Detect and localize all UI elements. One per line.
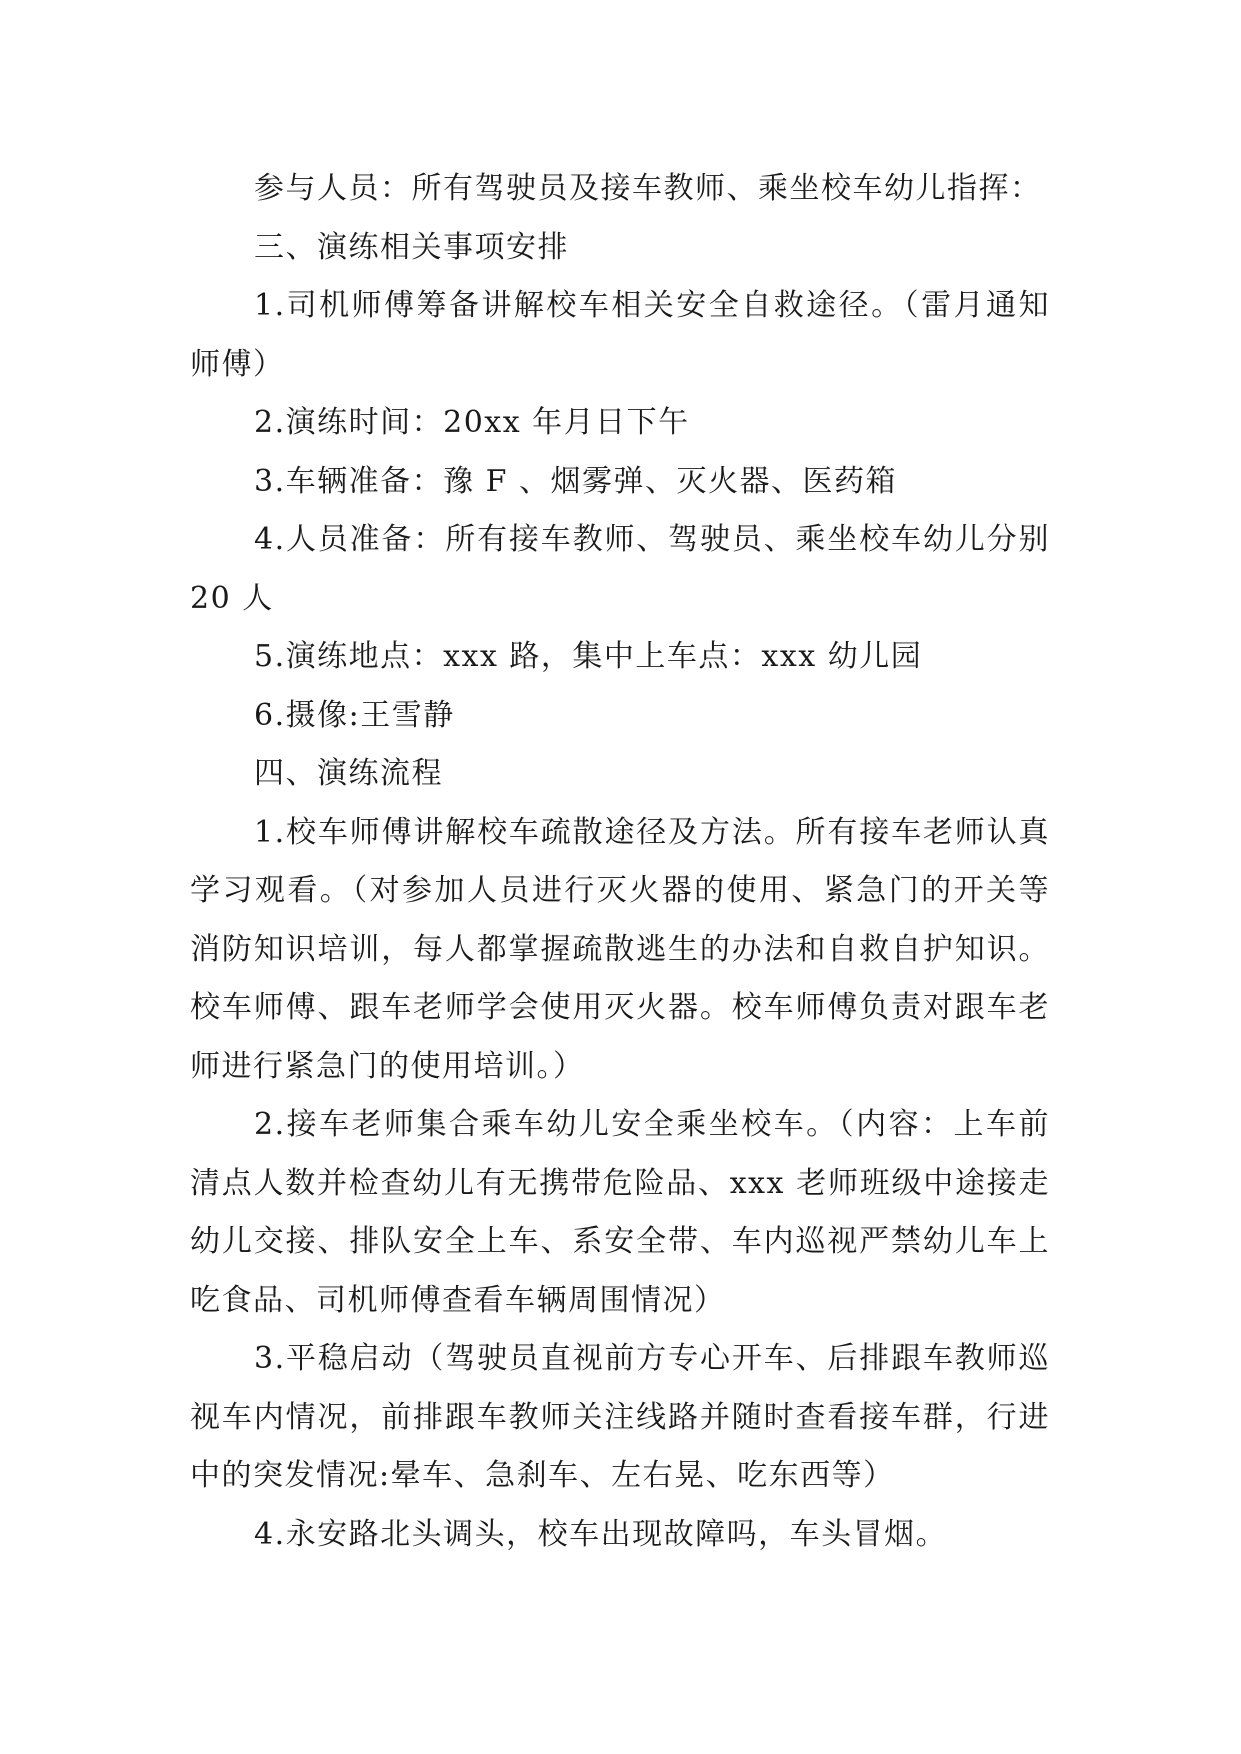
paragraph-item-3: 3.车辆准备：豫 F 、烟雾弹、灭火器、医药箱 [254,463,898,499]
paragraph-participants: 参与人员：所有驾驶员及接车教师、乘坐校车幼儿指挥： [254,171,1042,206]
document-body [190,160,1050,1564]
paragraph-item-2: 2.演练时间：20xx 年月日下午 [254,405,690,440]
paragraph-process-3: 3.平稳启动（驾驶员直视前方专心开车、后排跟车教师巡视车内情况，前排跟车教师关注线路并随时查看接车群，行进中的突发情况:晕车、急刹车、左右晃、吃东西等） [190,1341,1050,1493]
heading-section-four: 四、演练流程 [254,756,443,791]
paragraph-process-2: 2.接车老师集合乘车幼儿安全乘坐校车。（内容：上车前清点人数并检查幼儿有无携带危险品、xxx 老师班级中途接走幼儿交接、排队安全上车、系安全带、车内巡视严禁幼儿车上吃食品、司机师傅查看车辆周围情况） [190,1107,1050,1318]
paragraph-process-1: 1.校车师傅讲解校车疏散途径及方法。所有接车老师认真学习观看。（对参加人员进行灭火器的使用、紧急门的开关等消防知识培训，每人都掌握疏散逃生的办法和自救自护知识。校车师傅、跟车老师学会使用灭火器。校车师傅负责对跟车老师进行紧急门的使用培训。） [190,814,1050,1084]
paragraph-item-5: 5.演练地点：xxx 路，集中上车点：xxx 幼儿园 [254,639,923,674]
heading-section-three: 三、演练相关事项安排 [254,229,569,265]
paragraph-item-4: 4.人员准备：所有接车教师、驾驶员、乘坐校车幼儿分别 20 人 [190,522,1050,616]
paragraph-process-4: 4.永安路北头调头，校车出现故障吗，车头冒烟。 [254,1516,948,1552]
paragraph-item-1: 1.司机师傅筹备讲解校车相关安全自救途径。（雷月通知师傅） [190,288,1050,382]
paragraph-item-6: 6.摄像:王雪静 [254,697,455,733]
